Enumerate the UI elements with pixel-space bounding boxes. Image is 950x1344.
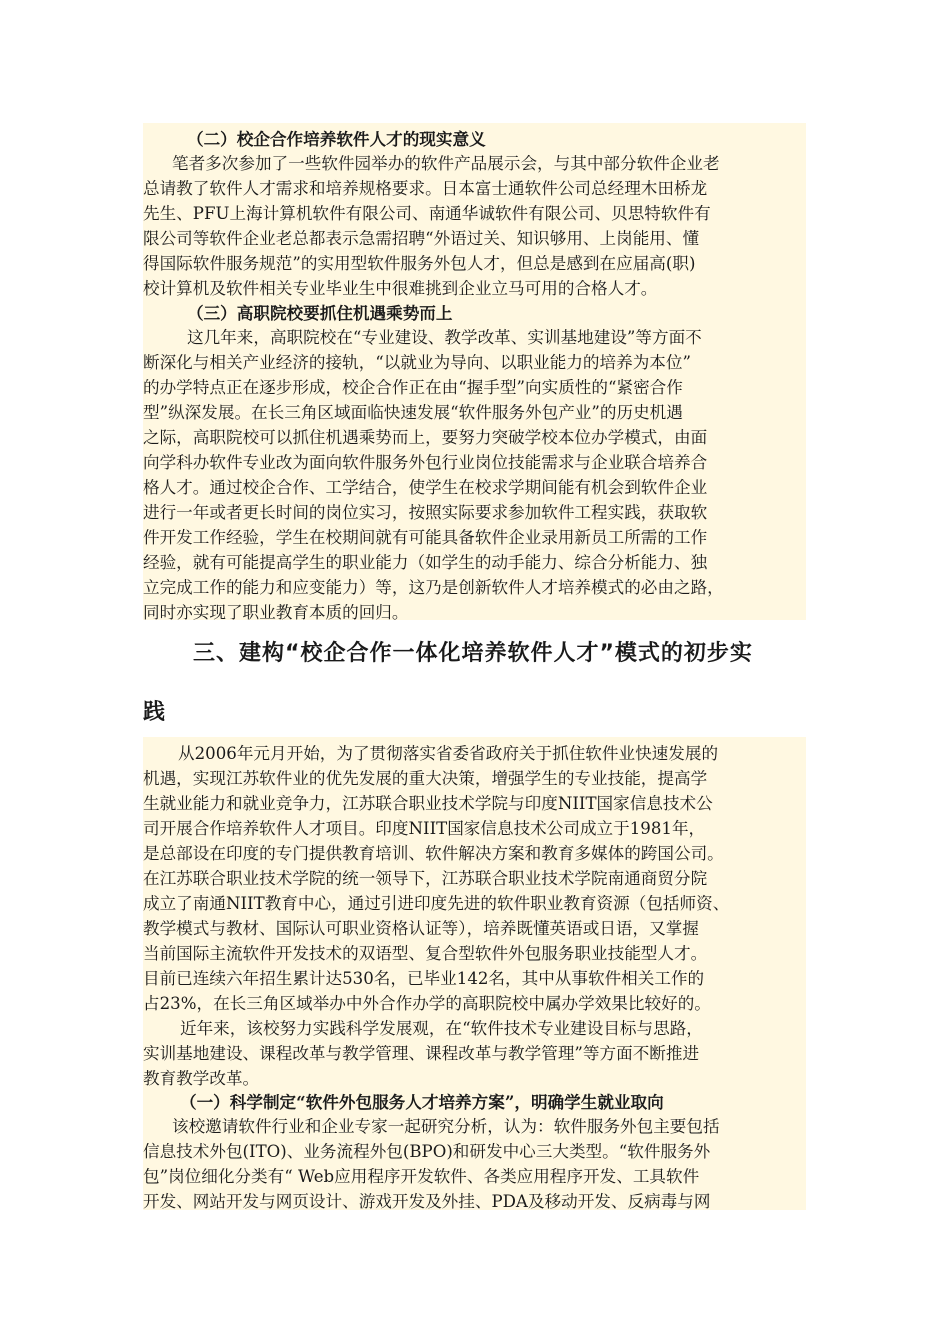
- paragraph-line: 从2006年元月开始，为了贯彻落实省委省政府关于抓住软件业快速发展的: [178, 744, 719, 763]
- paragraph-line: 型”纵深发展。在长三角区域面临快速发展“软件服务外包产业”的历史机遇: [143, 403, 683, 422]
- paragraph-line: 经验，就有可能提高学生的职业能力（如学生的动手能力、综合分析能力、独: [143, 553, 708, 572]
- paragraph-line: 校计算机及软件相关专业毕业生中很难挑到企业立马可用的合格人才。: [143, 279, 658, 298]
- paragraph-line: 进行一年或者更长时间的岗位实习，按照实际要求参加软件工程实践，获取软: [143, 503, 708, 522]
- paragraph-line: 同时亦实现了职业教育本质的回归。: [143, 603, 409, 622]
- paragraph-line: 包”岗位细化分类有“ Web应用程序开发软件、各类应用程序开发、工具软件: [143, 1167, 700, 1186]
- paragraph-line: 近年来，该校努力实践科学发展观，在“软件技术专业建设目标与思路，: [180, 1019, 703, 1038]
- paragraph-line: 立完成工作的能力和应变能力）等，这乃是创新软件人才培养模式的必由之路，: [143, 578, 724, 597]
- paragraph-line: 在江苏联合职业技术学院的统一领导下，江苏联合职业技术学院南通商贸分院: [143, 869, 708, 888]
- paragraph-line: 目前已连续六年招生累计达530名，已毕业142名，其中从事软件相关工作的: [143, 969, 705, 988]
- paragraph-line: 教学模式与教材、国际认可职业资格认证等），培养既懂英语或日语，又掌握: [143, 919, 699, 938]
- paragraph-line: 机遇，实现江苏软件业的优先发展的重大决策，增强学生的专业技能，提高学: [143, 769, 708, 788]
- paragraph-line: 是总部设在印度的专门提供教育培训、软件解决方案和教育多媒体的跨国公司。: [143, 844, 724, 863]
- paragraph-line: 实训基地建设、课程改革与教学管理、课程改革与教学管理”等方面不断推进: [143, 1044, 700, 1063]
- heading-seize-opportunity: （三）高职院校要抓住机遇乘势而上: [187, 303, 453, 323]
- heading-practical-significance: （二）校企合作培养软件人才的现实意义: [187, 129, 486, 149]
- paragraph-line: 生就业能力和就业竞争力，江苏联合职业技术学院与印度NIIT国家信息技术公: [143, 794, 713, 813]
- paragraph-line: 这几年来，高职院校在“专业建设、教学改革、实训基地建设”等方面不: [187, 328, 702, 347]
- paragraph-line: 当前国际主流软件开发技术的双语型、复合型软件外包服务职业技能型人才。: [143, 944, 708, 963]
- paragraph-line: 格人才。通过校企合作、工学结合，使学生在校求学期间能有机会到软件企业: [143, 478, 708, 497]
- paragraph-line: 占23%，在长三角区域举办中外合作办学的高职院校中属办学效果比较好的。: [143, 994, 711, 1013]
- paragraph-line: 该校邀请软件行业和企业专家一起研究分析，认为：软件服务外包主要包括: [172, 1117, 720, 1136]
- paragraph-line: 限公司等软件企业老总都表示急需招聘“外语过关、知识够用、上岗能用、懂: [143, 229, 700, 248]
- paragraph-line: 断深化与相关产业经济的接轨，“以就业为导向、以职业能力的培养为本位”: [143, 353, 691, 372]
- section-title-line1: 三、建构“校企合作一体化培养软件人才”模式的初步实: [193, 641, 753, 666]
- paragraph-line: 先生、PFU上海计算机软件有限公司、南通华诚软件有限公司、贝思特软件有: [143, 204, 711, 223]
- paragraph-line: 开发、网站开发与网页设计、游戏开发及外挂、PDA及移动开发、反病毒与网: [143, 1192, 711, 1211]
- paragraph-line: 得国际软件服务规范”的实用型软件服务外包人才，但总是感到在应届高(职): [143, 254, 696, 273]
- paragraph-line: 司开展合作培养软件人才项目。印度NIIT国家信息技术公司成立于1981年，: [143, 819, 706, 838]
- paragraph-line: 总请教了软件人才需求和培养规格要求。日本富士通软件公司总经理木田桥龙: [143, 179, 708, 198]
- heading-training-plan: （一）科学制定“软件外包服务人才培养方案”，明确学生就业取向: [180, 1092, 664, 1112]
- paragraph-line: 件开发工作经验，学生在校期间就有可能具备软件企业录用新员工所需的工作: [143, 528, 708, 547]
- paragraph-line: 之际，高职院校可以抓住机遇乘势而上，要努力突破学校本位办学模式，由面: [143, 428, 708, 447]
- paragraph-line: 成立了南通NIIT教育中心，通过引进印度先进的软件职业教育资源（包括师资、: [143, 894, 730, 913]
- paragraph-line: 信息技术外包(ITO)、业务流程外包(BPO)和研发中心三大类型。“软件服务外: [143, 1142, 711, 1161]
- paragraph-line: 笔者多次参加了一些软件园举办的软件产品展示会，与其中部分软件企业老: [172, 154, 720, 173]
- paragraph-line: 教育教学改革。: [143, 1069, 260, 1088]
- section-title-line2: 践: [143, 700, 167, 725]
- paragraph-line: 的办学特点正在逐步形成，校企合作正在由“握手型”向实质性的“紧密合作: [143, 378, 683, 397]
- paragraph-line: 向学科办软件专业改为面向软件服务外包行业岗位技能需求与企业联合培养合: [143, 453, 708, 472]
